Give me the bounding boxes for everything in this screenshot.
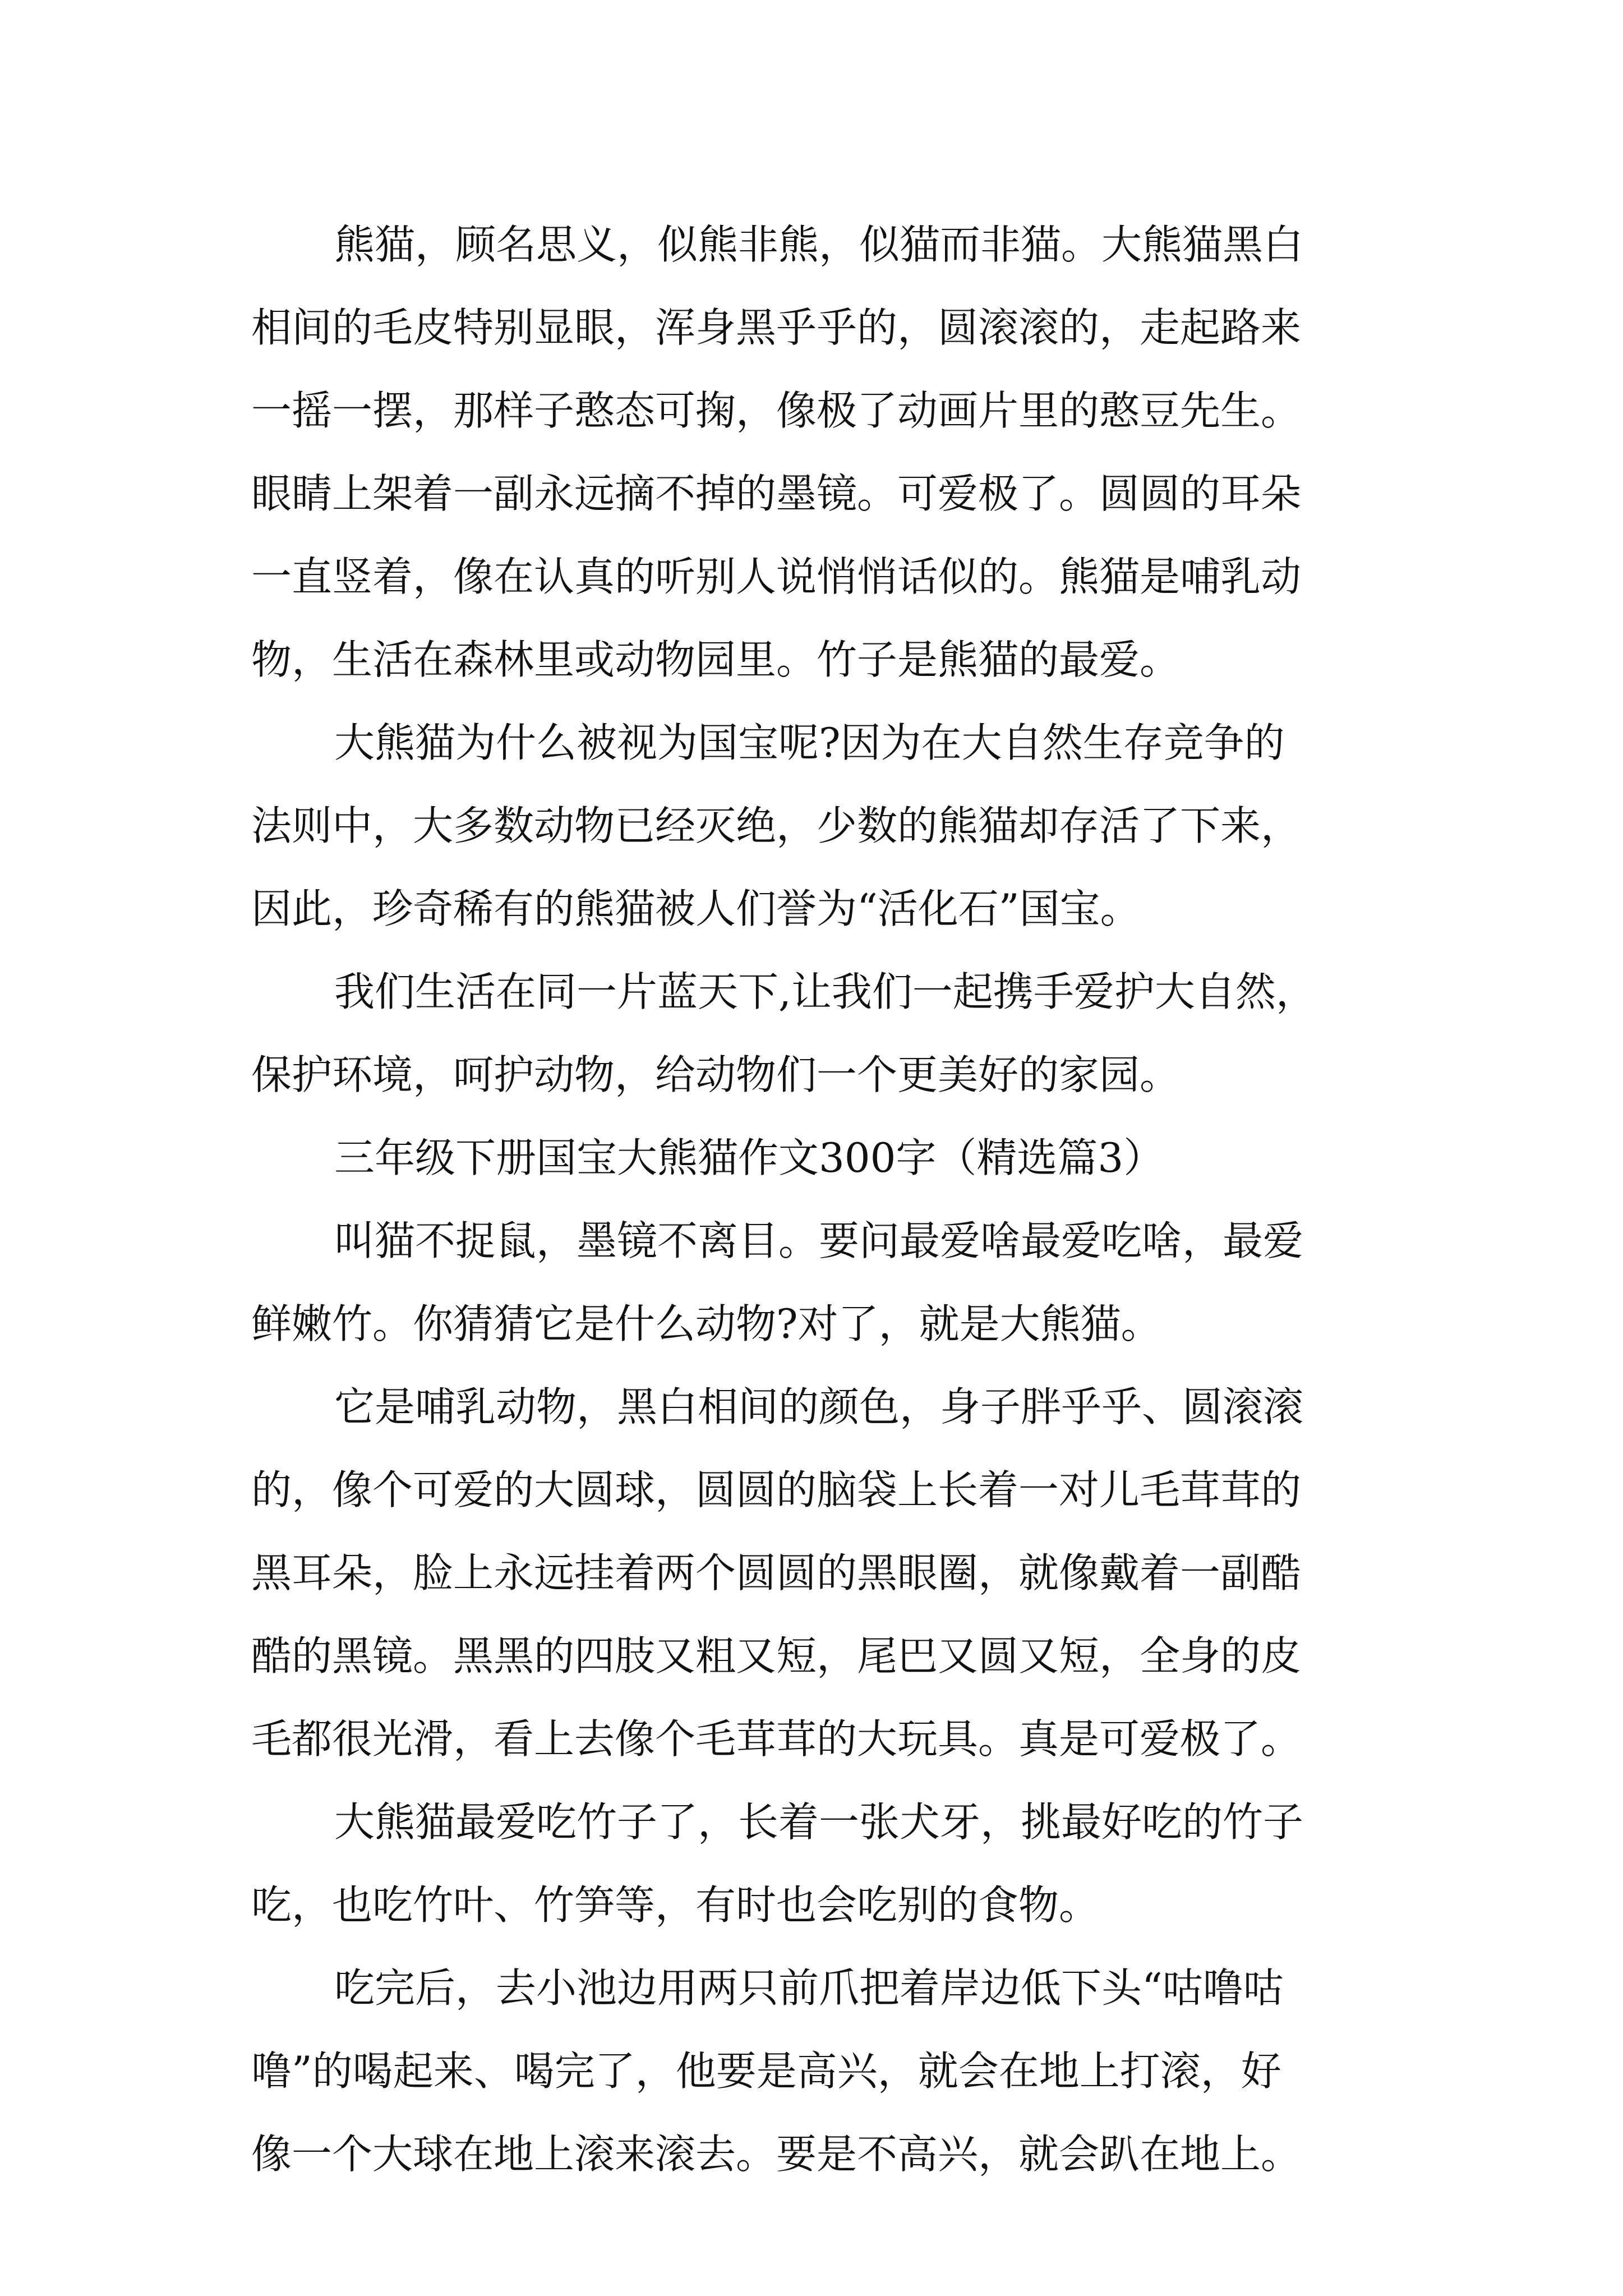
text-line: 眼睛上架着一副永远摘不掉的墨镜。可爱极了。圆圆的耳朵	[251, 470, 1302, 517]
text-line: 像一个大球在地上滚来滚去。要是不高兴，就会趴在地上。	[251, 2131, 1302, 2178]
text-line: 保护环境，呵护动物，给动物们一个更美好的家园。	[251, 1051, 1181, 1098]
text-line: 吃完后，去小池边用两只前爪把着岸边低下头“咕噜咕	[334, 1964, 1284, 2012]
text-line: 酷的黑镜。黑黑的四肢又粗又短，尾巴又圆又短，全身的皮	[251, 1632, 1302, 1680]
text-line: 它是哺乳动物，黑白相间的颜色，身子胖乎乎、圆滚滚	[334, 1383, 1304, 1430]
text-line: 大熊猫为什么被视为国宝呢?因为在大自然生存竞争的	[334, 719, 1285, 766]
text-line: 相间的毛皮特别显眼，浑身黑乎乎的，圆滚滚的，走起路来	[251, 304, 1302, 351]
section-heading: 三年级下册国宝大熊猫作文300字（精选篇3）	[334, 1134, 1164, 1181]
text-line: 法则中，大多数动物已经灭绝，少数的熊猫却存活了下来，	[251, 802, 1302, 849]
text-line: 大熊猫最爱吃竹子了，长着一张犬牙，挑最好吃的竹子	[334, 1798, 1304, 1846]
text-line: 吃，也吃竹叶、竹笋等，有时也会吃别的食物。	[251, 1881, 1100, 1929]
text-line: 一摇一摆，那样子憨态可掬，像极了动画片里的憨豆先生。	[251, 387, 1302, 434]
text-line: 叫猫不捉鼠，墨镜不离目。要问最爱啥最爱吃啥，最爱	[334, 1217, 1304, 1264]
text-line: 物，生活在森林里或动物园里。竹子是熊猫的最爱。	[251, 636, 1181, 683]
text-line: 的，像个可爱的大圆球，圆圆的脑袋上长着一对儿毛茸茸的	[251, 1466, 1302, 1513]
text-line: 熊猫，顾名思义，似熊非熊，似猫而非猫。大熊猫黑白	[334, 221, 1304, 268]
text-line: 鲜嫩竹。你猜猜它是什么动物?对了，就是大熊猫。	[251, 1300, 1161, 1347]
document-body	[251, 203, 1390, 2196]
text-line: 一直竖着，像在认真的听别人说悄悄话似的。熊猫是哺乳动	[251, 553, 1302, 600]
text-line: 毛都很光滑，看上去像个毛茸茸的大玩具。真是可爱极了。	[251, 1715, 1302, 1763]
text-line: 黑耳朵，脸上永远挂着两个圆圆的黑眼圈，就像戴着一副酷	[251, 1549, 1302, 1596]
text-line: 我们生活在同一片蓝天下,让我们一起携手爱护大自然，	[334, 968, 1316, 1015]
text-line: 因此，珍奇稀有的熊猫被人们誉为“活化石”国宝。	[251, 885, 1141, 932]
text-line: 噜”的喝起来、喝完了，他要是高兴，就会在地上打滚，好	[251, 2047, 1281, 2095]
